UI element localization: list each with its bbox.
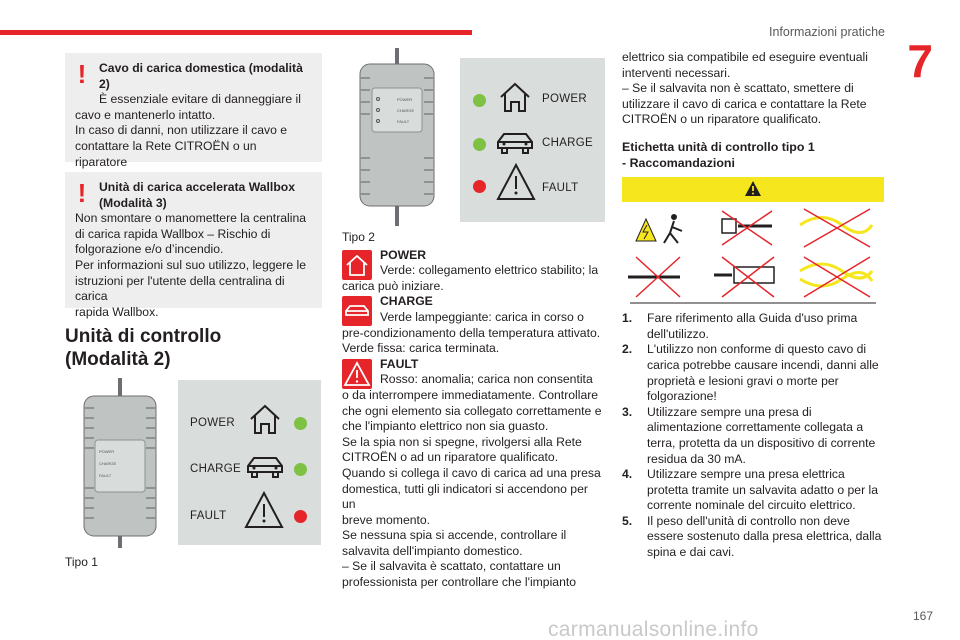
indicator-label-fault: FAULT	[542, 182, 579, 194]
warning-box-home-cable	[65, 53, 322, 169]
label-heading-line1: Etichetta unità di controllo tipo 1	[622, 139, 815, 154]
header-accent-bar	[0, 30, 472, 35]
list-item-text: Utilizzare sempre una presa elettrica protetta tramite un salvavita adatto o per la corrente nominale del circuito elettrico.	[647, 467, 879, 513]
warning-exclamation-icon: !	[77, 59, 87, 89]
recommendations-list	[622, 311, 887, 561]
lamp-description-charge	[342, 294, 604, 356]
list-item-number: 1.	[622, 311, 633, 326]
header-title: Informazioni pratiche	[768, 25, 885, 39]
indicator-label-fault: FAULT	[190, 510, 227, 522]
list-item	[622, 311, 887, 342]
lamp-text: carica può iniziare.	[342, 278, 444, 293]
label-heading-line2: - Raccomandazioni	[622, 155, 735, 170]
list-item-text: L'utilizzo non conforme di questo cavo di carica potrebbe causare incendi, danni alle proprietà e lesioni gravi o morte per folgorazione!	[647, 342, 879, 404]
charge-lamp-icon	[342, 296, 372, 326]
label-yellow-band	[622, 177, 884, 202]
list-item-number: 3.	[622, 404, 633, 419]
device-label-charge: CHARGE	[397, 108, 415, 113]
charge-led-indicator	[473, 138, 486, 151]
device-label-fault: FAULT	[99, 473, 112, 478]
lamp-description-fault	[342, 357, 604, 591]
control-unit-type2-device	[352, 48, 442, 226]
power-led-indicator	[294, 417, 307, 430]
list-item-number: 2.	[622, 342, 633, 357]
list-item	[622, 342, 887, 404]
indicator-label-power: POWER	[190, 417, 235, 429]
lamp-title: CHARGE	[380, 294, 433, 309]
lamp-title: POWER	[380, 247, 427, 262]
safety-pictograms	[622, 205, 884, 305]
indicator-row-charge	[178, 448, 321, 488]
figure-caption-type1: Tipo 1	[65, 555, 98, 569]
list-item-text: Fare riferimento alla Guida d'uso prima dell'utilizzo.	[647, 311, 858, 341]
list-item-number: 4.	[622, 467, 633, 482]
chapter-number: 7	[907, 35, 933, 87]
warning-title-line2: (Modalità 3)	[99, 195, 167, 210]
warning-first-line: È essenziale evitare di danneggiare il	[99, 92, 301, 107]
list-item-text: Utilizzare sempre una presa di alimentazione correttamente collegata a terra, protetta da un dispositivo di corrente residua da 30 mA.	[647, 404, 876, 466]
car-icon	[494, 126, 536, 158]
hazard-triangle-icon	[744, 180, 762, 198]
charge-led-indicator	[294, 463, 307, 476]
lamp-text: o da interrompere immediatamente. Controllare che ogni elemento sia collegato correttamente e che l'impianto elettrico non sia guasto. Se la spia non si spegne, rivolgersi alla Rete CITROËN o ad un riparatore qualificato. Quando si collega il cavo di carica ad una presa domestica, tutti gli indicatori si accendono per un breve momento. Se nessuna spia si accende, controllare il salvavita dell'impianto domestico. – Se il salvavita è scattato, contattare un professionista per controllare che l'impianto	[342, 387, 602, 590]
warning-title: Unità di carica accelerata Wallbox	[99, 180, 295, 194]
indicator-row-power	[178, 402, 321, 442]
indicator-label-power: POWER	[542, 93, 587, 105]
warning-exclamation-icon: !	[77, 178, 87, 208]
list-item	[622, 467, 887, 514]
control-unit-label-image	[622, 177, 884, 305]
watermark: carmanualsonline.info	[548, 618, 759, 640]
indicator-row-power	[460, 80, 605, 120]
control-unit-type1-device	[70, 378, 170, 548]
power-led-indicator	[473, 94, 486, 107]
lamp-first-line: Verde: collegamento elettrico stabilito; la	[380, 263, 599, 278]
list-item-text: Il peso dell'unità di controllo non deve essere sostenuto dalla presa elettrica, dalla spina e dai cavi.	[647, 513, 882, 560]
device-label-power: POWER	[397, 97, 413, 102]
power-lamp-icon	[342, 250, 372, 280]
car-icon	[244, 450, 286, 482]
section-heading	[65, 325, 221, 371]
warning-triangle-icon	[244, 490, 284, 530]
indicator-row-fault	[460, 166, 605, 206]
fault-lamp-icon	[342, 359, 372, 389]
indicator-label-charge: CHARGE	[542, 137, 594, 149]
warning-body: cavo e mantenerlo intatto. In caso di danni, non utilizzare il cavo e contattare la Rete CITROËN o un riparatore	[75, 107, 288, 169]
right-column	[622, 50, 887, 561]
lamp-text: pre-condizionamento della temperatura attivato. Verde fissa: carica terminata.	[342, 325, 601, 356]
fault-led-indicator	[473, 180, 486, 193]
continued-text: elettrico sia compatibile ed eseguire eventuali interventi necessari. – Se il salvavita non è scattato, smettere di utilizzare il cavo di carica e contattare la Rete CITROËN o un riparatore qualificato.	[622, 50, 868, 127]
lamp-title: FAULT	[380, 356, 419, 371]
figure-caption-type2: Tipo 2	[342, 230, 375, 244]
fault-led-indicator	[294, 510, 307, 523]
indicator-row-fault	[178, 492, 321, 532]
lamp-first-line: Verde lampeggiante: carica in corso o	[380, 309, 584, 324]
indicator-panel-type2	[460, 58, 605, 222]
lamp-first-line: Rosso: anomalia; carica non consentita	[380, 372, 593, 387]
warning-body: Non smontare o manomettere la centralina di carica rapida Wallbox – Rischio di folgorazione e/o d’incendio. Per informazioni sul suo utilizzo, leggere le istruzioni per l'utente della centralina di carica rapida Wallbox.	[75, 211, 307, 319]
list-item	[622, 405, 887, 467]
device-label-power: POWER	[99, 449, 115, 454]
warning-title: Cavo di carica domestica (modalità 2)	[99, 61, 303, 91]
device-label-fault: FAULT	[397, 119, 410, 124]
lamp-descriptions	[342, 230, 604, 591]
label-heading	[622, 140, 887, 171]
list-item	[622, 514, 887, 561]
device-label-charge: CHARGE	[99, 461, 117, 466]
warning-box-wallbox	[65, 172, 322, 319]
indicator-label-charge: CHARGE	[190, 463, 242, 475]
indicator-panel-type1	[178, 380, 321, 545]
list-item-number: 5.	[622, 513, 633, 528]
warning-triangle-icon	[496, 162, 536, 202]
lamp-description-power	[342, 248, 604, 295]
section-heading-line1: Unità di controllo	[65, 326, 222, 347]
indicator-row-charge	[460, 124, 605, 164]
home-icon	[248, 402, 282, 436]
section-heading-line2: (Modalità 2)	[65, 349, 171, 370]
page-number: 167	[912, 609, 933, 623]
home-icon	[498, 80, 532, 114]
